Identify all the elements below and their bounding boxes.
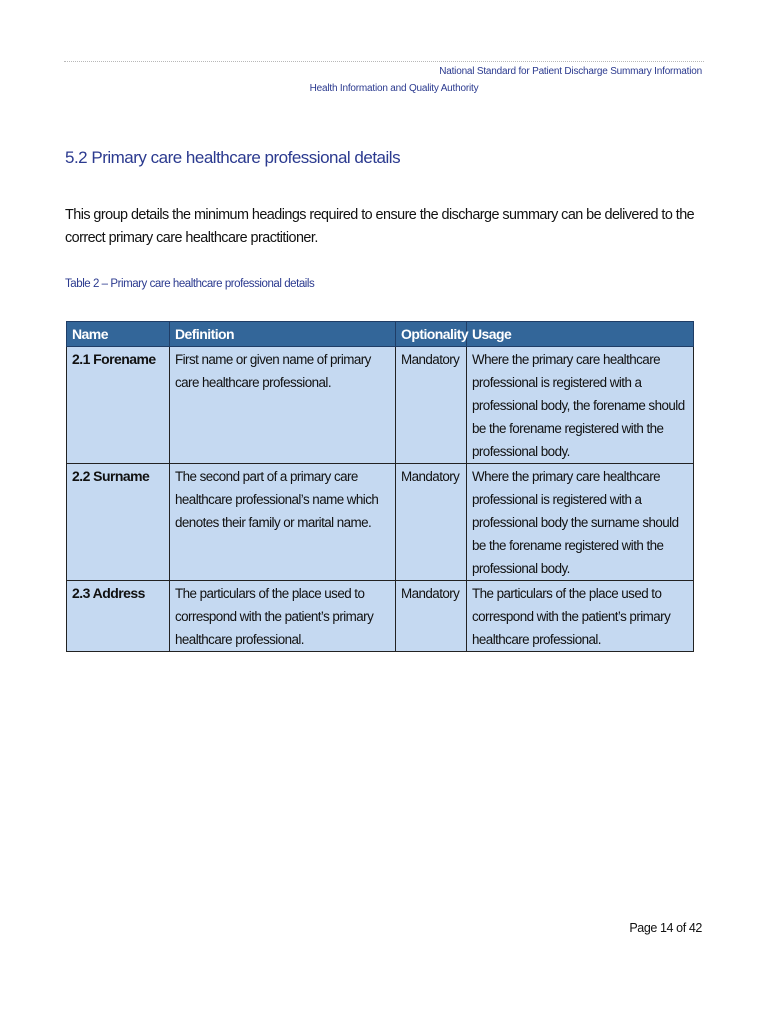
table-row [67, 581, 694, 652]
header-divider [64, 61, 704, 62]
row-usage: Where the primary care healthcare professional is registered with a professional body the surname should be the forename registered with the professional body. [467, 464, 694, 581]
row-name: 2.2 Surname [67, 464, 170, 581]
row-definition: First name or given name of primary care healthcare professional. [170, 347, 396, 464]
column-header-usage: Usage [467, 322, 694, 347]
column-header-definition: Definition [170, 322, 396, 347]
section-title: 5.2 Primary care healthcare professional details [65, 148, 401, 167]
header-document-title: National Standard for Patient Discharge Summary Information [439, 66, 702, 77]
row-definition: The second part of a primary care healthcare professional’s name which denotes their family or marital name. [170, 464, 396, 581]
section-intro: This group details the minimum headings required to ensure the discharge summary can be delivered to the correct primary care healthcare practitioner. [65, 207, 695, 246]
table-row [67, 347, 694, 464]
table-caption: Table 2 – Primary care healthcare professional details [65, 278, 315, 290]
details-table [66, 321, 694, 652]
row-definition: The particulars of the place used to correspond with the patient’s primary healthcare professional. [170, 581, 396, 652]
column-header-optionality: Optionality [396, 322, 467, 347]
table-row [67, 464, 694, 581]
row-optionality: Mandatory [396, 464, 467, 581]
column-header-name: Name [67, 322, 170, 347]
row-usage: The particulars of the place used to correspond with the patient’s primary healthcare professional. [467, 581, 694, 652]
header-organisation: Health Information and Quality Authority [309, 83, 479, 94]
row-usage: Where the primary care healthcare professional is registered with a professional body, the forename should be the forename registered with the professional body. [467, 347, 694, 464]
row-optionality: Mandatory [396, 347, 467, 464]
row-name: 2.1 Forename [67, 347, 170, 464]
table-header-row [67, 322, 694, 347]
row-optionality: Mandatory [396, 581, 467, 652]
page-number: Page 14 of 42 [629, 921, 702, 935]
row-name: 2.3 Address [67, 581, 170, 652]
